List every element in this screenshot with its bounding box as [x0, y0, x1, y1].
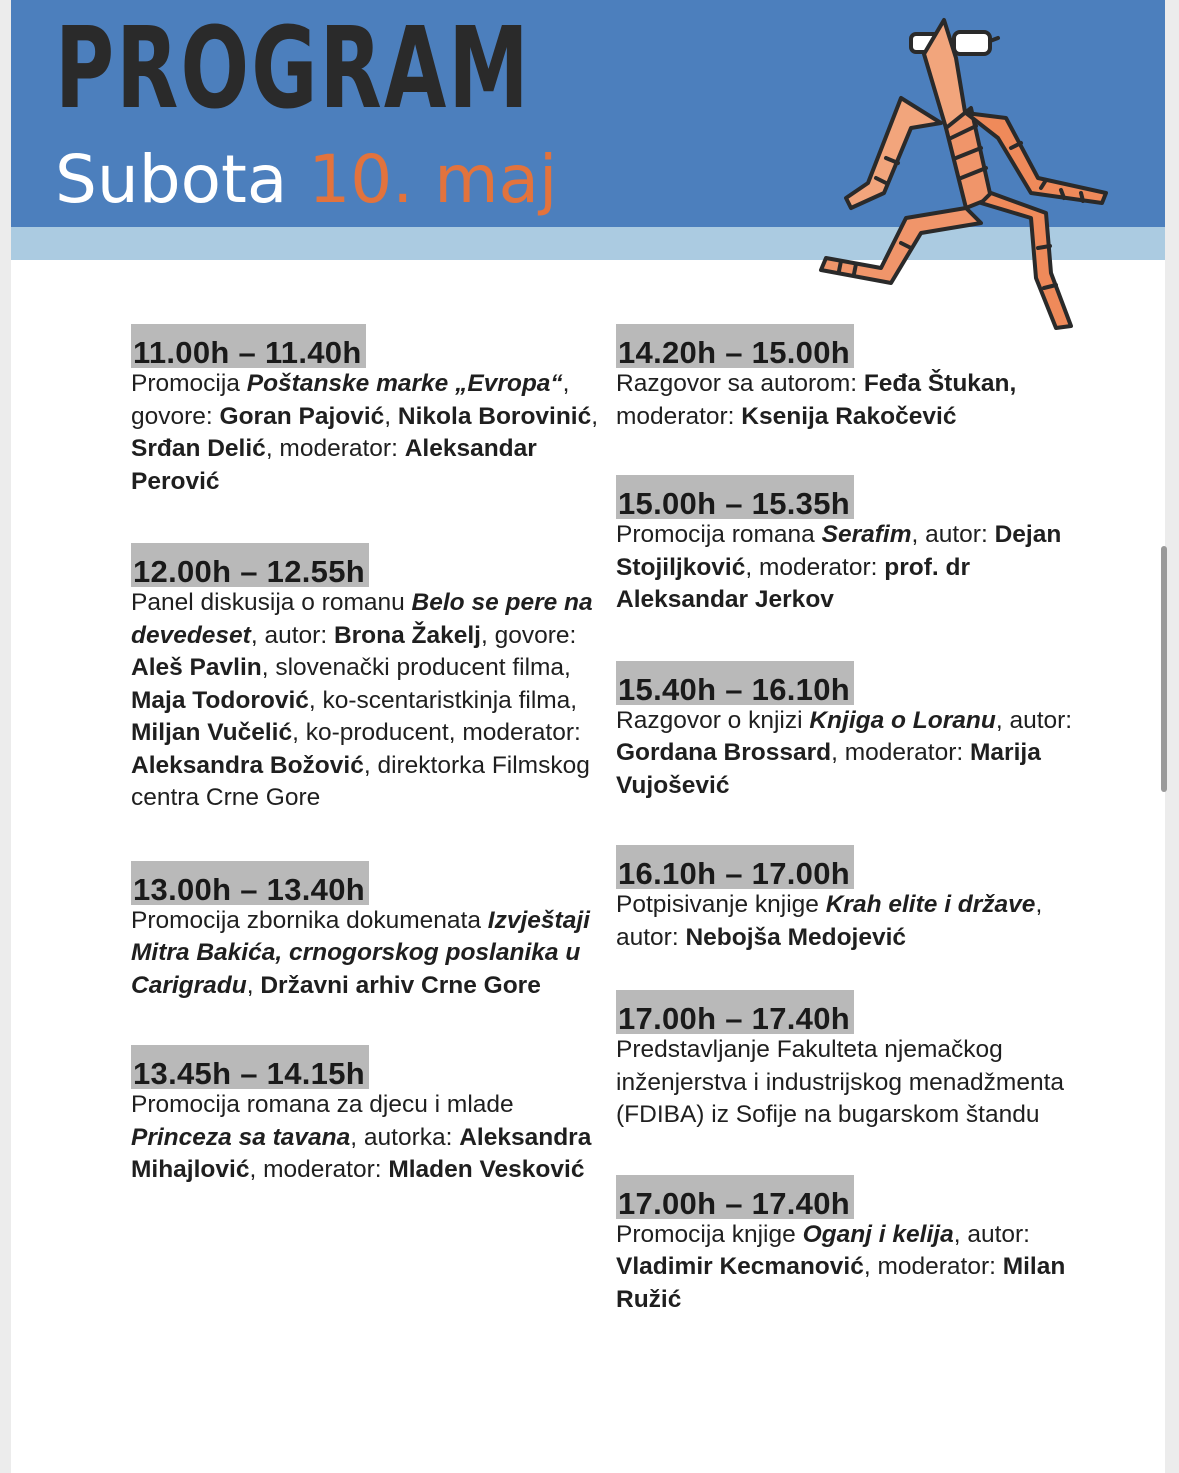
page-title: PROGRAM: [55, 4, 531, 134]
event-text: , autor:: [250, 621, 334, 649]
event-description: [131, 587, 601, 815]
event-person-text: prof. dr Aleksandar Jerkov: [616, 553, 970, 613]
event-text: Razgovor o knjizi: [616, 706, 810, 734]
event-description: [616, 519, 1086, 617]
event-text: , moderator:: [831, 739, 971, 766]
event-text: , autor:: [616, 891, 1043, 951]
schedule-event: [616, 475, 1086, 617]
subtitle-date: 10. maj: [308, 141, 558, 218]
event-text: Promocija romana za djecu i mlade: [131, 1091, 514, 1118]
event-time: 15.00h – 15.35h: [616, 475, 854, 519]
event-person-text: Vladimir Kecmanović: [616, 1253, 864, 1280]
event-description: [616, 368, 1086, 433]
schedule-event: [616, 990, 1086, 1132]
event-person-text: Srđan Delić: [131, 435, 266, 462]
event-text: , moderator:: [863, 1253, 1003, 1280]
event-person-text: Maja Todorović: [131, 686, 309, 714]
schedule-left-column: [131, 324, 601, 1187]
event-person-text: Državni arhiv Crne Gore: [260, 971, 541, 999]
event-text: , ko-producent, moderator:: [292, 719, 581, 746]
event-person-text: Milan Ružić: [616, 1253, 1066, 1313]
schedule-event: [616, 845, 1086, 954]
event-title-text: Princeza sa tavana: [131, 1123, 351, 1151]
event-person-text: Aleš Pavlin: [131, 654, 262, 681]
event-text: , autor:: [911, 521, 995, 548]
event-person-text: Nikola Borovinić: [397, 402, 592, 430]
event-person-text: Aleksandar Perović: [131, 435, 537, 495]
event-text: Promocija zbornika dokumenata: [131, 906, 488, 934]
event-person-text: Goran Pajović: [219, 402, 385, 430]
schedule-right-column: [616, 324, 1086, 1316]
event-time: 15.40h – 16.10h: [616, 661, 854, 705]
event-text: , govore:: [131, 370, 570, 430]
event-person-text: Aleksandra Božović: [131, 751, 364, 779]
event-description: [131, 905, 601, 1003]
event-person-text: Gordana Brossard: [616, 739, 832, 766]
event-text: moderator:: [616, 402, 742, 430]
event-person-text: Dejan Stojiljković: [616, 521, 1062, 581]
event-text: Razgovor sa autorom:: [616, 370, 864, 397]
schedule-event: [131, 543, 601, 815]
subtitle-day: Subota: [55, 141, 288, 218]
event-time: 14.20h – 15.00h: [616, 324, 854, 368]
event-text: , moderator:: [265, 435, 405, 462]
event-text: Potpisivanje knjige: [616, 891, 826, 918]
event-title-text: Poštanske marke „Evropa“: [246, 370, 563, 397]
event-title-text: Krah elite i države: [825, 891, 1036, 918]
event-time: 16.10h – 17.00h: [616, 845, 854, 889]
event-description: [616, 1034, 1086, 1132]
event-description: [616, 1219, 1086, 1317]
event-title-text: Serafim: [821, 521, 912, 548]
schedule-event: [131, 1045, 601, 1187]
event-person-text: Miljan Vučelić: [131, 719, 293, 746]
event-time: 13.45h – 14.15h: [131, 1045, 369, 1089]
event-text: Promocija knjige: [616, 1220, 803, 1248]
event-text: , autor:: [953, 1220, 1030, 1248]
event-description: [131, 368, 601, 498]
event-text: , moderator:: [745, 553, 885, 581]
event-person-text: Nebojša Medojević: [685, 923, 907, 951]
event-person-text: Feđa Štukan,: [863, 370, 1017, 397]
event-text: , direktorka Filmskog centra Crne Gore: [131, 751, 590, 811]
event-description: [131, 1089, 601, 1187]
event-text: Predstavljanje Fakulteta njemačkog inženjerstva i industrijskog menadžmenta (FDIBA) iz Sofije na bugarskom štandu: [616, 1036, 1065, 1128]
program-page: [11, 0, 1165, 1473]
event-time: 12.00h – 12.55h: [131, 543, 369, 587]
event-person-text: Ksenija Rakočević: [741, 402, 957, 430]
event-person-text: Marija Vujošević: [616, 739, 1041, 799]
event-text: Promocija: [131, 370, 247, 397]
event-person-text: Mladen Vesković: [388, 1156, 585, 1183]
event-text: , slovenački producent filma,: [261, 654, 571, 681]
page-subtitle: [55, 140, 557, 220]
event-text: , autorka:: [350, 1123, 460, 1151]
event-time: 17.00h – 17.40h: [616, 1175, 854, 1219]
event-text: , moderator:: [249, 1156, 389, 1183]
event-description: [616, 705, 1086, 803]
schedule-event: [131, 324, 601, 498]
event-person-text: Aleksandra Mihajlović: [131, 1123, 592, 1183]
event-time: 17.00h – 17.40h: [616, 990, 854, 1034]
event-title-text: Izvještaji Mitra Bakića, crnogorskog poslanika u Carigradu: [131, 906, 590, 999]
event-text: , autor:: [995, 706, 1073, 734]
event-title-text: Knjiga o Loranu: [809, 706, 996, 734]
event-text: Promocija romana: [616, 521, 822, 548]
schedule-event: [616, 324, 1086, 433]
event-text: , ko-scentaristkinja filma,: [308, 686, 578, 714]
event-title-text: Oganj i kelija: [802, 1220, 954, 1248]
schedule-event: [616, 661, 1086, 803]
event-time: 11.00h – 11.40h: [131, 324, 366, 368]
event-text: ,: [591, 402, 599, 430]
running-book-mascot-icon: [806, 8, 1126, 338]
event-text: Panel diskusija o romanu: [131, 589, 412, 616]
vertical-scrollbar[interactable]: [1161, 546, 1167, 792]
event-person-text: Brona Žakelj: [333, 621, 481, 649]
event-title-text: Belo se pere na devedeset: [131, 589, 593, 649]
schedule-event: [616, 1175, 1086, 1317]
event-text: ,: [246, 971, 261, 999]
event-description: [616, 889, 1086, 954]
schedule-event: [131, 861, 601, 1003]
event-text: , govore:: [481, 621, 577, 649]
event-text: ,: [384, 402, 398, 430]
event-time: 13.00h – 13.40h: [131, 861, 369, 905]
